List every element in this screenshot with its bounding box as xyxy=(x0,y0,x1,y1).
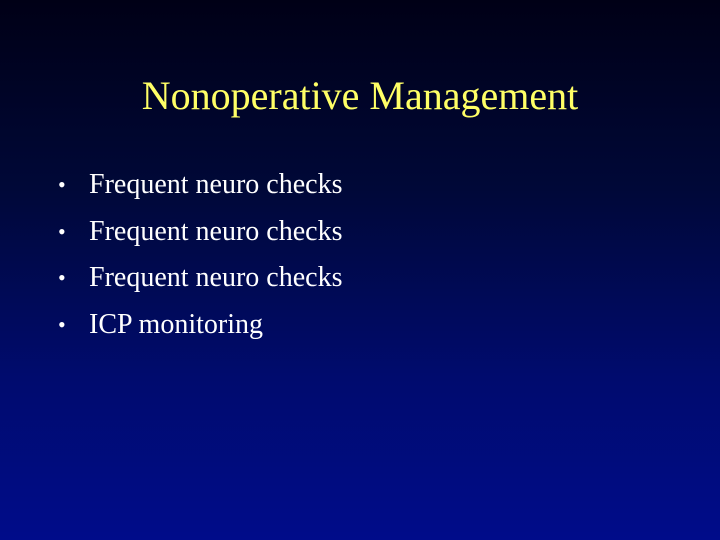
bullet-text: Frequent neuro checks xyxy=(89,215,343,247)
bullet-list xyxy=(58,162,342,348)
bullet-icon: • xyxy=(58,218,66,244)
bullet-icon: • xyxy=(58,172,66,197)
bullet-item xyxy=(58,209,342,256)
bullet-item xyxy=(58,255,342,302)
bullet-text: Frequent neuro checks xyxy=(89,262,343,293)
bullet-icon: • xyxy=(58,265,66,290)
slide-title: Nonoperative Management xyxy=(141,73,579,118)
bullet-icon: • xyxy=(58,311,66,337)
bullet-item xyxy=(58,162,342,209)
bullet-item xyxy=(58,302,342,349)
bullet-text: ICP monitoring xyxy=(89,308,263,340)
bullet-text: Frequent neuro checks xyxy=(89,169,343,200)
